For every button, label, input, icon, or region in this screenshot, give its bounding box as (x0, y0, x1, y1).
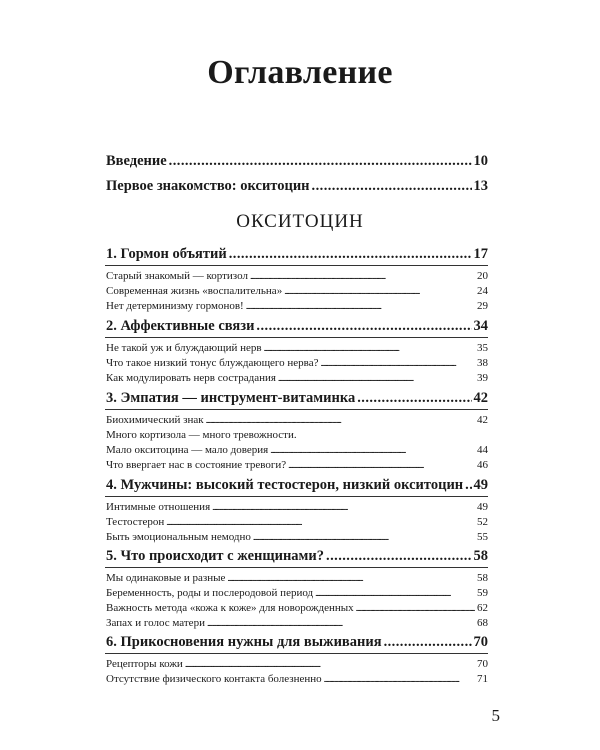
dot-leader (227, 572, 475, 584)
page-title: Оглавление (207, 54, 393, 91)
toc-entry-page: 49 (477, 501, 488, 513)
part-heading: ОКСИТОЦИН (236, 211, 364, 232)
dot-leader (256, 318, 471, 335)
toc-entry-label: Современная жизнь «воспалительна» (106, 285, 283, 297)
toc-entry-label: Быть эмоциональным немодно (106, 531, 251, 543)
toc-entry-label: Мы одинаковые и разные (106, 572, 226, 584)
toc-entry-page: 17 (473, 246, 488, 262)
toc-entry-label: Что ввергает нас в состояние тревоги? (106, 459, 287, 471)
toc-section[interactable] (106, 501, 488, 513)
dot-leader (321, 357, 476, 369)
toc-entry-label: Первое знакомство: окситоцин (106, 178, 310, 194)
toc-chapter-6[interactable] (106, 634, 488, 651)
toc-entry-label: Мало окситоцина — мало доверия (106, 444, 269, 456)
toc-entry-label: 1. Гормон объятий (106, 246, 227, 262)
toc-entry-page: 24 (477, 285, 488, 297)
dot-leader (166, 516, 475, 528)
toc-entry-page: 70 (477, 658, 488, 670)
dot-leader (356, 602, 475, 614)
toc-entry-page: 35 (477, 342, 488, 354)
chapter-divider (105, 337, 488, 338)
dot-leader (206, 414, 475, 426)
toc-section[interactable] (106, 617, 488, 629)
toc-section[interactable] (106, 372, 488, 384)
toc-chapter-1[interactable] (106, 246, 488, 263)
dot-leader (250, 270, 475, 282)
toc-entry-label: 6. Прикосновения нужны для выживания (106, 634, 382, 650)
toc-entry-label: Интимные отношения (106, 501, 211, 513)
toc-section[interactable] (106, 444, 488, 456)
toc-chapter-2[interactable] (106, 318, 488, 335)
dot-leader (253, 531, 475, 543)
dot-leader (324, 673, 475, 685)
toc-entry-page: 39 (477, 372, 488, 384)
toc-entry-page: 46 (477, 459, 488, 471)
toc-section[interactable] (106, 285, 488, 297)
toc-chapter-4[interactable] (106, 477, 488, 494)
toc-section[interactable] (106, 658, 488, 670)
toc-entry-page: 42 (477, 414, 488, 426)
toc-section[interactable] (106, 270, 488, 282)
dot-leader (264, 342, 475, 354)
dot-leader (185, 658, 475, 670)
dot-leader (212, 501, 475, 513)
dot-leader (357, 390, 471, 407)
toc-entry-label: Нет детерминизму гормонов! (106, 300, 244, 312)
toc-entry-page: 70 (473, 634, 488, 650)
toc-entry-page: 38 (477, 357, 488, 369)
toc-entry-page: 55 (477, 531, 488, 543)
toc-entry-page: 42 (473, 390, 488, 406)
dot-leader (246, 300, 475, 312)
toc-entry-page: 29 (477, 300, 488, 312)
toc-entry-page: 58 (473, 548, 488, 564)
toc-entry-label: 4. Мужчины: высокий тестостерон, низкий окситоцин (106, 477, 464, 493)
dot-leader (465, 477, 471, 494)
chapter-divider (105, 567, 488, 568)
toc-entry-page: 62 (477, 602, 488, 614)
toc-section[interactable] (106, 587, 488, 599)
toc-entry-introduction[interactable] (106, 153, 488, 170)
toc-section[interactable] (106, 572, 488, 584)
toc-entry-label: Важность метода «кожа к коже» для новорожденных (106, 602, 354, 614)
toc-entry-page: 52 (477, 516, 488, 528)
chapter-divider (105, 265, 488, 266)
toc-section[interactable] (106, 459, 488, 471)
dot-leader (315, 587, 475, 599)
toc-section[interactable] (106, 516, 488, 528)
toc-entry-page: 10 (473, 153, 488, 169)
dot-leader (288, 459, 475, 471)
toc-entry-label: Беременность, роды и послеродовой период (106, 587, 314, 599)
toc-entry-page: 34 (473, 318, 488, 334)
page-number: 5 (491, 706, 500, 725)
toc-section[interactable] (106, 531, 488, 543)
toc-entry-label: 2. Аффективные связи (106, 318, 255, 334)
dot-leader (284, 285, 475, 297)
toc-chapter-3[interactable] (106, 390, 488, 407)
dot-leader (326, 548, 471, 565)
dot-leader (312, 178, 472, 195)
toc-entry-page: 20 (477, 270, 488, 282)
toc-entry-label: Введение (106, 153, 167, 169)
toc-chapter-5[interactable] (106, 548, 488, 565)
toc-entry-label: Много кортизола — много тревожности. (106, 429, 297, 441)
toc-section[interactable] (106, 414, 488, 426)
toc-entry-label: Тестостерон (106, 516, 165, 528)
toc-section[interactable] (106, 342, 488, 354)
toc-entry-label: Не такой уж и блуждающий нерв (106, 342, 262, 354)
toc-entry-first-acquaintance[interactable] (106, 178, 488, 195)
chapter-divider (105, 409, 488, 410)
dot-leader (384, 634, 472, 651)
toc-section[interactable] (106, 673, 488, 685)
dot-leader (270, 444, 475, 456)
toc-section[interactable] (106, 429, 488, 441)
dot-leader (169, 153, 472, 170)
toc-entry-label: Отсутствие физического контакта болезненно (106, 673, 322, 685)
toc-entry-label: Старый знакомый — кортизол (106, 270, 248, 282)
toc-entry-label: Как модулировать нерв сострадания (106, 372, 276, 384)
toc-entry-page: 44 (477, 444, 488, 456)
toc-entry-label: Запах и голос матери (106, 617, 205, 629)
toc-entry-page: 58 (477, 572, 488, 584)
toc-entry-label: 5. Что происходит с женщинами? (106, 548, 325, 564)
toc-entry-label: Рецепторы кожи (106, 658, 183, 670)
toc-entry-page: 59 (477, 587, 488, 599)
toc-entry-page: 13 (473, 178, 488, 194)
chapter-divider (105, 653, 488, 654)
dot-leader (207, 617, 475, 629)
chapter-divider (105, 496, 488, 497)
toc-entry-label: 3. Эмпатия — инструмент-витаминка (106, 390, 356, 406)
toc-entry-label: Что такое низкий тонус блуждающего нерва? (106, 357, 319, 369)
toc-entry-label: Биохимический знак (106, 414, 204, 426)
toc-section[interactable] (106, 602, 488, 614)
dot-leader (229, 246, 472, 263)
toc-section[interactable] (106, 300, 488, 312)
toc-entry-page: 49 (473, 477, 488, 493)
toc-section[interactable] (106, 357, 488, 369)
dot-leader (278, 372, 475, 384)
toc-entry-page: 71 (477, 673, 488, 685)
toc-entry-page: 68 (477, 617, 488, 629)
